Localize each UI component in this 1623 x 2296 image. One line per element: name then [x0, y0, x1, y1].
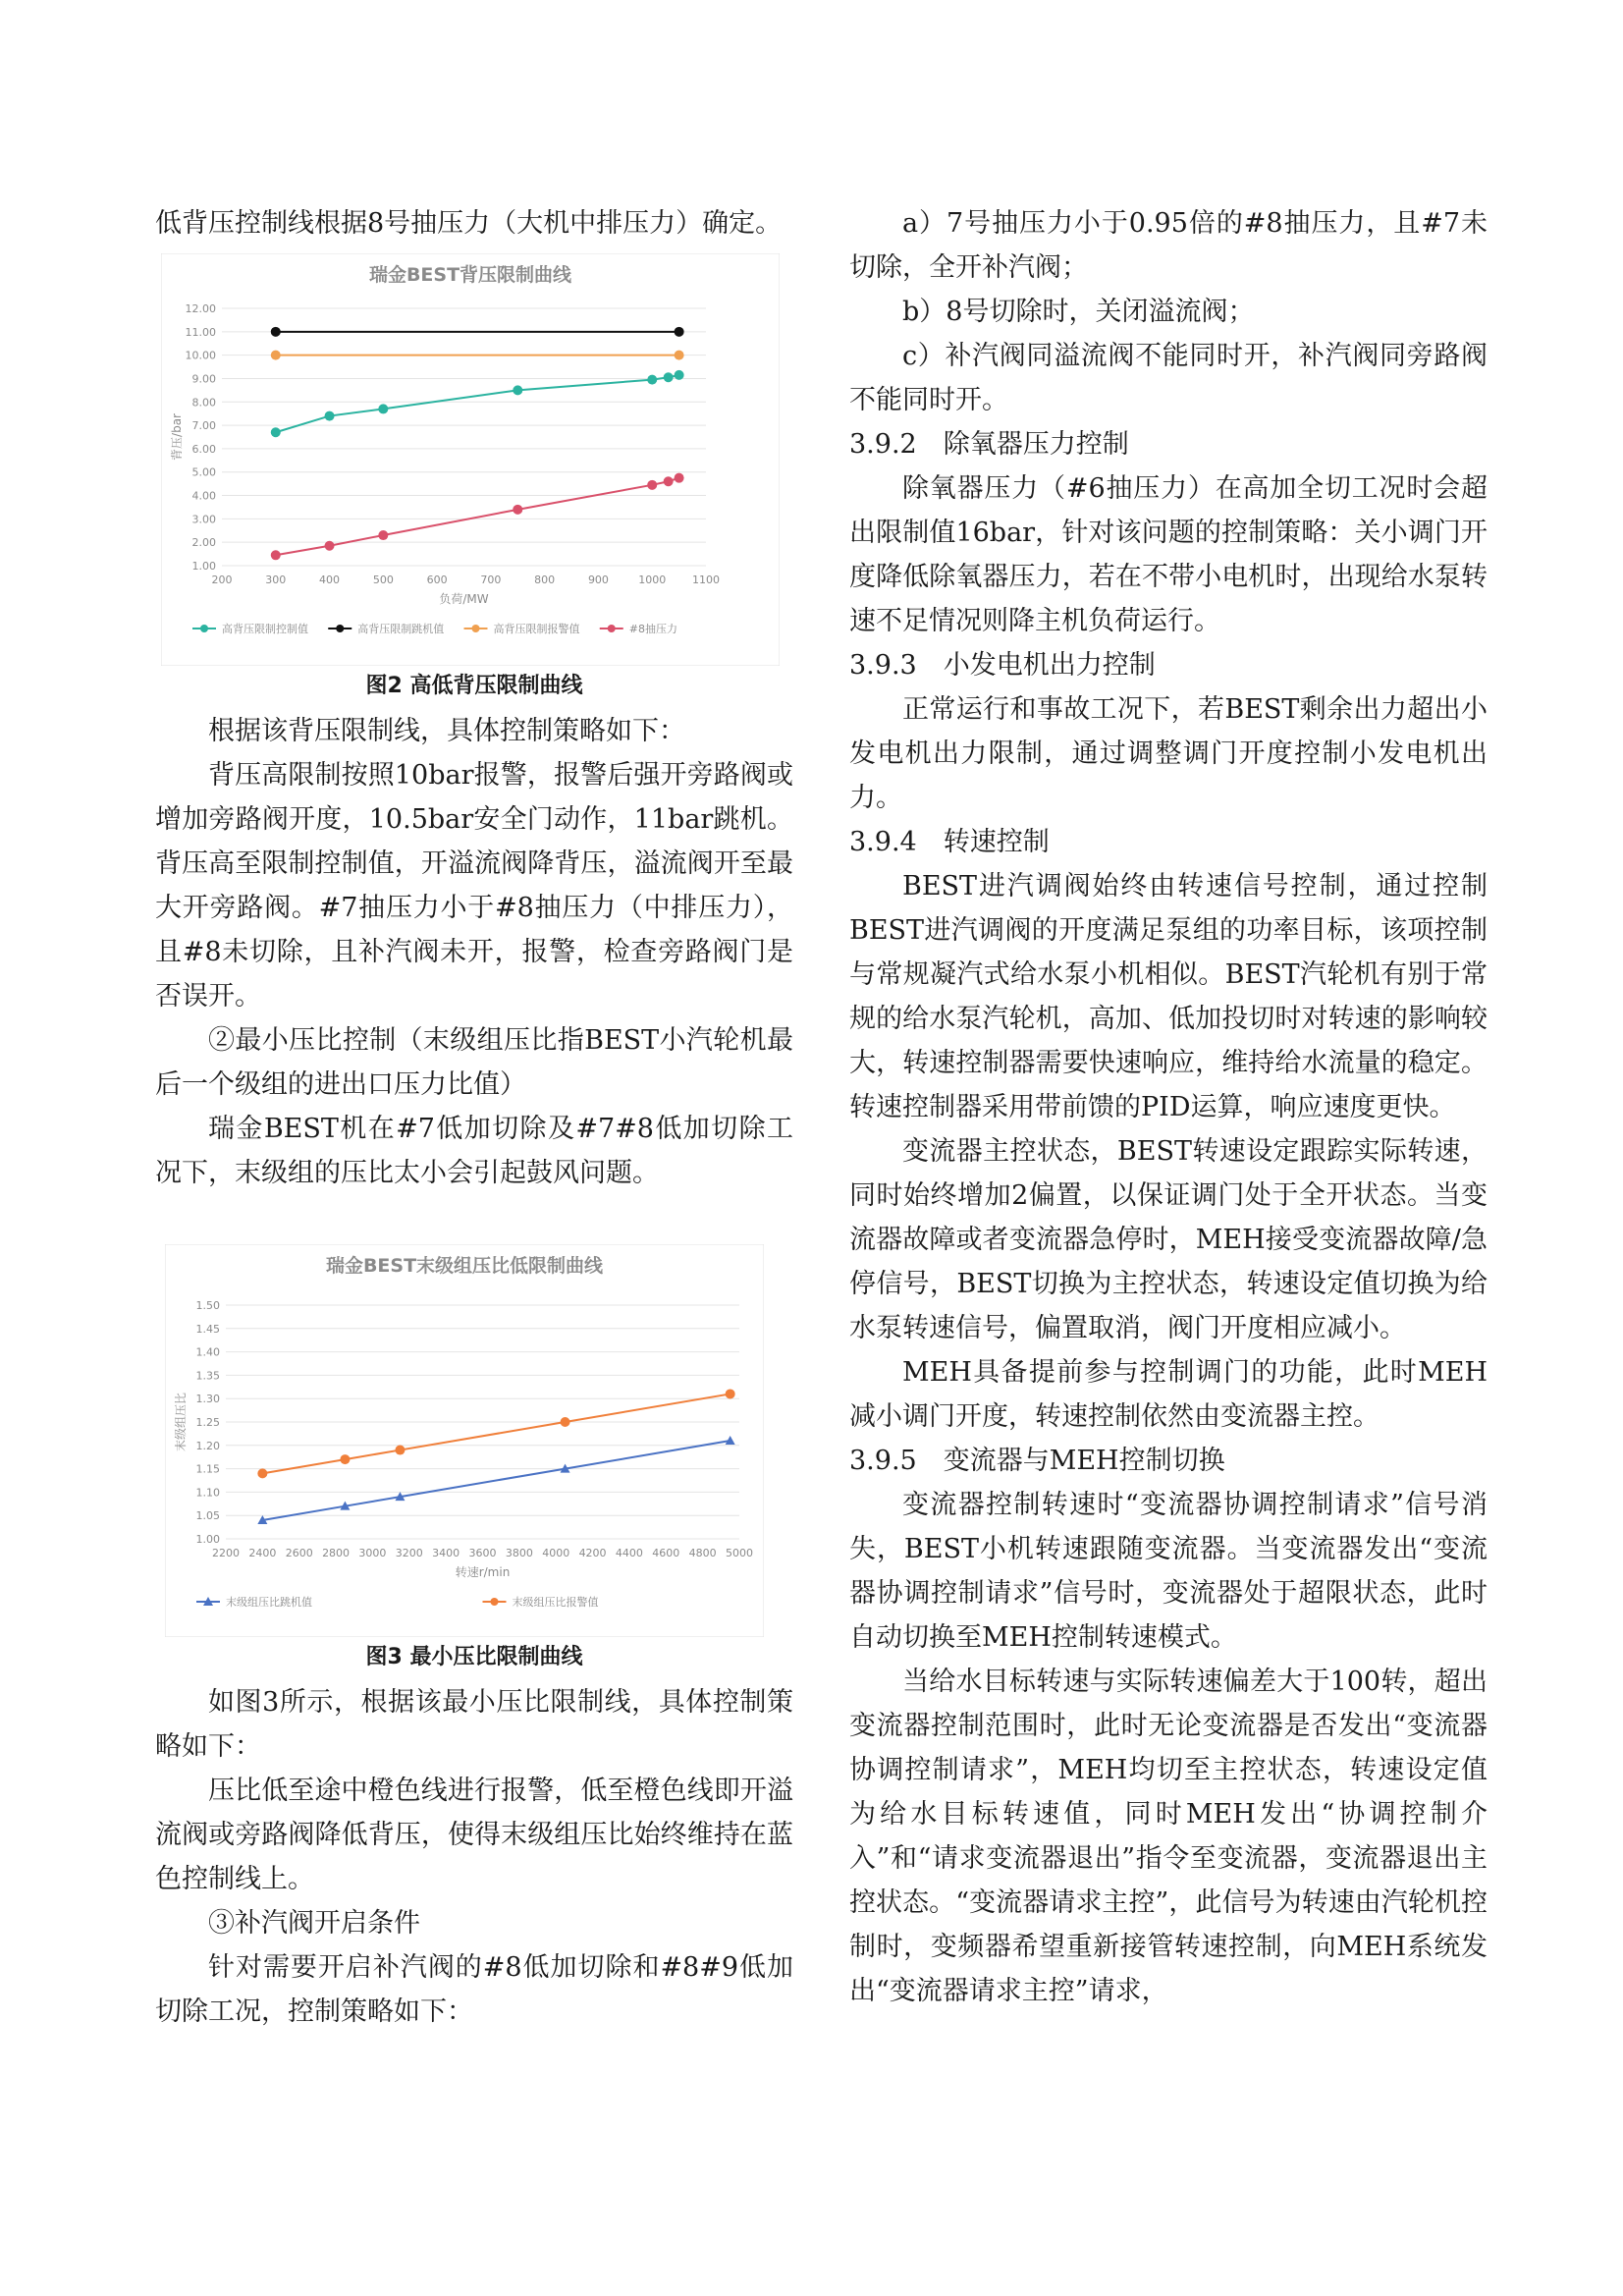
data-point [271, 327, 281, 337]
section-heading-3-9-2: 3.9.2 除氧器压力控制 [849, 429, 1129, 460]
data-point [257, 1468, 267, 1478]
y-tick-label: 1.35 [195, 1369, 220, 1383]
figure-2-caption: 图2 高低背压限制曲线 [365, 674, 583, 698]
figure-3-caption: 图3 最小压比限制曲线 [365, 1645, 583, 1669]
x-tick-label: 700 [480, 574, 502, 586]
x-tick-label: 3800 [505, 1547, 533, 1559]
data-point [378, 530, 388, 540]
y-tick-label: 1.10 [195, 1486, 220, 1500]
x-tick-label: 300 [265, 574, 287, 586]
x-tick-label: 3200 [395, 1547, 423, 1559]
data-point [325, 411, 335, 421]
x-tick-label: 3000 [358, 1547, 387, 1559]
chart-title: 瑞金BEST末级组压比低限制曲线 [325, 1255, 604, 1277]
figure-2-chart [161, 253, 780, 666]
paragraph: ②最小压比控制（末级组压比指BEST小汽轮机最后一个级组的进出口压力比值） [155, 1025, 793, 1100]
y-tick-label: 11.00 [185, 325, 216, 339]
data-point [675, 351, 684, 360]
y-tick-label: 6.00 [191, 442, 216, 456]
y-tick-label: 8.00 [191, 396, 216, 410]
data-point [726, 1389, 735, 1398]
y-tick-label: 1.30 [195, 1393, 220, 1406]
y-tick-label: 4.00 [191, 489, 216, 503]
x-tick-label: 500 [372, 574, 394, 586]
paragraph: 除氧器压力（#6抽压力）在高加全切工况时会超出限制值16bar，针对该问题的控制策略：关小调门开度降低除氧器压力，若在不带小电机时，出现给水泵转速不足情况则降主机负荷运行。 [849, 473, 1488, 636]
section-heading-3-9-5: 3.9.5 变流器与MEH控制切换 [849, 1446, 1225, 1476]
x-tick-label: 4800 [688, 1547, 717, 1559]
y-tick-label: 1.45 [195, 1322, 220, 1336]
x-tick-label: 2800 [322, 1547, 351, 1559]
data-point [675, 327, 684, 337]
y-tick-label: 2.00 [191, 536, 216, 550]
legend-marker [200, 625, 208, 632]
x-tick-label: 4200 [578, 1547, 607, 1559]
legend-label: 高背压限制控制值 [222, 623, 308, 635]
legend-marker [491, 1598, 499, 1606]
paragraph: 如图3所示，根据该最小压比限制线，具体控制策略如下： [155, 1687, 793, 1762]
data-point [675, 473, 684, 483]
list-item-a: a）7号抽压力小于0.95倍的#8抽压力，且#7未切除，全开补汽阀； [849, 208, 1488, 283]
data-point [378, 404, 388, 413]
data-point [664, 476, 674, 486]
legend-label: 高背压限制报警值 [493, 623, 580, 635]
y-tick-label: 1.50 [195, 1299, 220, 1312]
data-point [647, 480, 657, 490]
paragraph: 正常运行和事故工况下，若BEST剩余出力超出小发电机出力限制，通过调整调门开度控制小发电机出力。 [849, 694, 1488, 813]
x-tick-label: 2600 [285, 1547, 313, 1559]
legend-label: 末级组压比跳机值 [226, 1596, 312, 1609]
paragraph: 根据该背压限制线，具体控制策略如下： [208, 716, 685, 746]
paragraph: 针对需要开启补汽阀的#8低加切除和#8#9低加切除工况，控制策略如下： [155, 1952, 793, 2027]
paragraph: 当给水目标转速与实际转速偏差大于100转，超出变流器控制范围时，此时无论变流器是否发出“变流器协调控制请求”，MEH均切至主控状态，转速设定值为给水目标转速值，同时MEH发出“协调控制介入”和“请求变流器退出”指令至变流器，变流器退出主控状态。“变流器请求主控”，此信号为转速由汽轮机控制时，变频器希望重新接管转速控制，向MEH系统发出“变流器请求主控”请求， [849, 1667, 1488, 2006]
paragraph: 压比低至途中橙色线进行报警，低至橙色线即开溢流阀或旁路阀降低背压，使得末级组压比始终维持在蓝色控制线上。 [155, 1776, 793, 1894]
y-tick-label: 1.25 [195, 1416, 220, 1429]
y-tick-label: 1.00 [195, 1533, 220, 1546]
paragraph: 变流器控制转速时“变流器协调控制请求”信号消失，BEST小机转速跟随变流器。当变流器发出“变流器协调控制请求”信号时，变流器处于超限状态，此时自动切换至MEH控制转速模式。 [849, 1490, 1488, 1653]
y-tick-label: 10.00 [185, 349, 216, 362]
data-point [271, 427, 281, 437]
x-tick-label: 200 [211, 574, 233, 586]
y-axis-label: 末级组压比 [174, 1392, 188, 1452]
x-tick-label: 900 [587, 574, 609, 586]
section-heading-3-9-3: 3.9.3 小发电机出力控制 [849, 650, 1156, 681]
x-tick-label: 4600 [652, 1547, 680, 1559]
y-tick-label: 3.00 [191, 513, 216, 526]
data-point [561, 1417, 570, 1427]
x-tick-label: 3400 [432, 1547, 460, 1559]
y-tick-label: 1.05 [195, 1509, 220, 1523]
paragraph: MEH具备提前参与控制调门的功能，此时MEH减小调门开度，转速控制依然由变流器主控。 [849, 1357, 1488, 1432]
list-item-b: b）8号切除时，关闭溢流阀； [902, 297, 1255, 327]
y-tick-label: 1.40 [195, 1345, 220, 1359]
x-tick-label: 3600 [468, 1547, 497, 1559]
x-tick-label: 1000 [638, 574, 667, 586]
data-point [513, 505, 522, 515]
data-point [675, 370, 684, 380]
x-axis-label: 转速r/min [455, 1565, 511, 1579]
data-point [647, 375, 657, 385]
x-tick-label: 400 [319, 574, 341, 586]
x-tick-label: 800 [534, 574, 556, 586]
x-tick-label: 2200 [212, 1547, 240, 1559]
y-tick-label: 7.00 [191, 419, 216, 433]
list-item-c: c）补汽阀同溢流阀不能同时开，补汽阀同旁路阀不能同时开。 [849, 341, 1488, 415]
figure-3-chart [165, 1244, 764, 1637]
y-tick-label: 12.00 [185, 302, 216, 315]
paragraph: 瑞金BEST机在#7低加切除及#7#8低加切除工况下，末级组的压比太小会引起鼓风问题。 [155, 1114, 793, 1188]
legend-label: #8抽压力 [628, 623, 677, 635]
legend-label: 末级组压比报警值 [512, 1596, 599, 1609]
data-point [395, 1446, 405, 1455]
paragraph: 变流器主控状态，BEST转速设定跟踪实际转速，同时始终增加2偏置，以保证调门处于全开状态。当变流器故障或者变流器急停时，MEH接受变流器故障/急停信号，BEST切换为主控状态，转速设定值切换为给水泵转速信号，偏置取消，阀门开度相应减小。 [849, 1136, 1488, 1343]
legend-marker [608, 625, 616, 632]
data-point [664, 372, 674, 382]
y-tick-label: 1.00 [191, 560, 216, 573]
paragraph: ③补汽阀开启条件 [208, 1908, 420, 1939]
x-tick-label: 2400 [248, 1547, 277, 1559]
y-tick-label: 9.00 [191, 372, 216, 386]
section-heading-3-9-4: 3.9.4 转速控制 [849, 827, 1050, 857]
y-tick-label: 1.20 [195, 1439, 220, 1452]
legend-marker [336, 625, 344, 632]
legend-marker [472, 625, 480, 632]
right-column [849, 201, 1488, 2013]
data-point [325, 541, 335, 551]
data-point [340, 1454, 350, 1464]
data-point [513, 385, 522, 395]
x-tick-label: 600 [426, 574, 448, 586]
left-column [155, 201, 793, 2034]
y-tick-label: 5.00 [191, 465, 216, 479]
paragraph: 背压高限制按照10bar报警，报警后强开旁路阀或增加旁路阀开度，10.5bar安全门动作，11bar跳机。背压高至限制控制值，开溢流阀降背压，溢流阀开至最大开旁路阀。#7抽压力小于#8抽压力（中排压力），且#8未切除，且补汽阀未开，报警，检查旁路阀门是否误开。 [155, 760, 793, 1011]
data-point [271, 351, 281, 360]
data-point [271, 550, 281, 560]
x-tick-label: 5000 [726, 1547, 753, 1559]
y-tick-label: 1.15 [195, 1462, 220, 1476]
legend-label: 高背压限制跳机值 [357, 623, 445, 635]
x-tick-label: 4000 [542, 1547, 570, 1559]
paragraph: 低背压控制线根据8号抽压力（大机中排压力）确定。 [155, 208, 783, 239]
paragraph: BEST进汽调阀始终由转速信号控制，通过控制BEST进汽调阀的开度满足泵组的功率目标，该项控制与常规凝汽式给水泵小机相似。BEST汽轮机有别于常规的给水泵汽轮机，高加、低加投切时对转速的影响较大，转速控制器需要快速响应，维持给水流量的稳定。转速控制器采用带前馈的PID运算，响应速度更快。 [849, 871, 1488, 1122]
y-axis-label: 背压/bar [170, 413, 184, 461]
x-tick-label: 4400 [615, 1547, 643, 1559]
x-tick-label: 1100 [692, 574, 720, 586]
x-axis-label: 负荷/MW [439, 592, 489, 606]
chart-title: 瑞金BEST背压限制曲线 [368, 264, 572, 286]
